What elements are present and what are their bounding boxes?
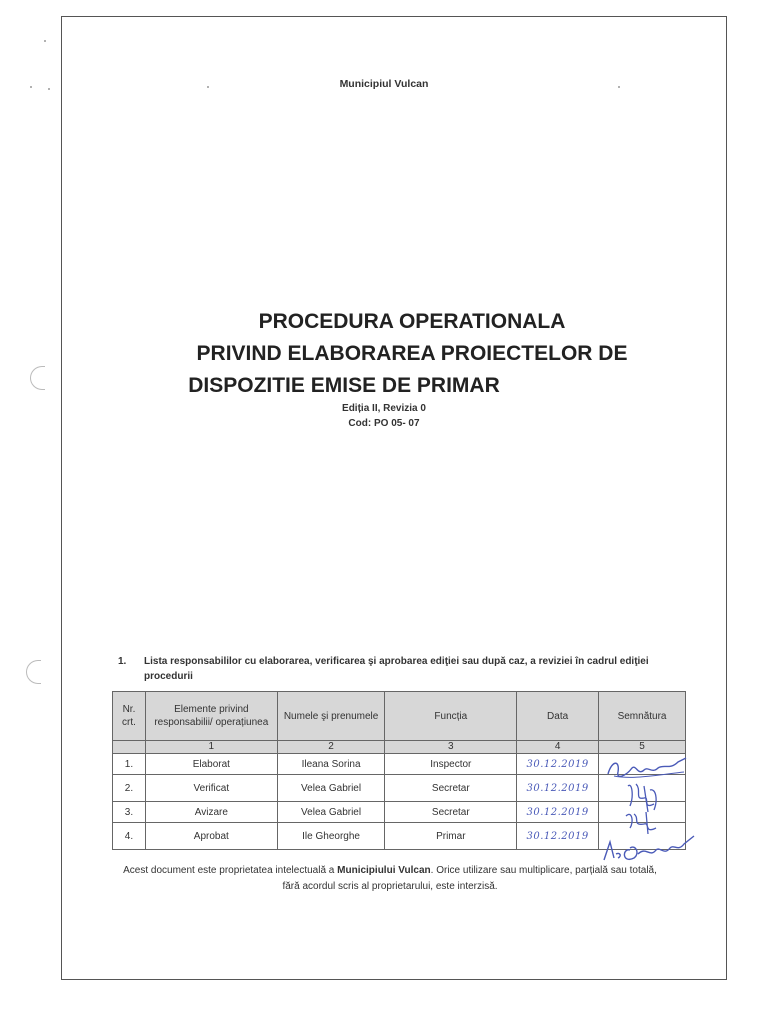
cell-operatie: Aprobat: [145, 823, 277, 850]
cell-functia: Secretar: [385, 802, 517, 823]
title-line-3: DISPOZITIE EMISE DE PRIMAR: [188, 374, 500, 397]
cell-functia: Primar: [385, 823, 517, 850]
procedure-code: Cod: PO 05- 07: [348, 418, 420, 429]
header-data: Data: [517, 692, 599, 741]
column-number-row: [113, 741, 686, 754]
cell-functia: Secretar: [385, 775, 517, 802]
punch-hole-mark: [26, 660, 41, 684]
header-nr: Nr. crt.: [113, 692, 146, 741]
responsibility-table: [112, 691, 686, 850]
header-nume: Numele şi prenumele: [277, 692, 385, 741]
title-line-2: PRIVIND ELABORAREA PROIECTELOR DE: [196, 342, 628, 365]
header-functia: Funcția: [385, 692, 517, 741]
cell-nr: 1.: [113, 754, 146, 775]
copyright-part1: Acest document este proprietatea intelectuală a: [123, 865, 338, 876]
copyright-part2: . Orice utilizare sau multiplicare, parțială sau totală, fără acordul scris al proprietarului, este interzisă.: [282, 865, 657, 892]
cell-data: 30.12.2019: [517, 754, 599, 775]
copyright-owner: Municipiului Vulcan: [337, 865, 431, 876]
cell-data: 30.12.2019: [517, 823, 599, 850]
cell-nume: Ileana Sorina: [277, 754, 385, 775]
cell-nr: 3.: [113, 802, 146, 823]
table-row: [113, 775, 686, 802]
title-line-1: PROCEDURA OPERATIONALA: [258, 310, 566, 333]
cell-nume: Ile Gheorghe: [277, 823, 385, 850]
colnum-blank: [113, 741, 146, 754]
cell-nr: 4.: [113, 823, 146, 850]
section-number: 1.: [118, 656, 127, 667]
colnum: 1: [145, 741, 277, 754]
cell-nr: 2.: [113, 775, 146, 802]
scan-speck: [44, 40, 46, 42]
edition-label: Ediția II, Revizia 0: [342, 403, 426, 414]
copyright-notice: [120, 863, 660, 895]
document-header: Municipiul Vulcan: [339, 78, 429, 90]
cell-operatie: Verificat: [145, 775, 277, 802]
cell-operatie: Avizare: [145, 802, 277, 823]
cell-operatie: Elaborat: [145, 754, 277, 775]
cell-data: 30.12.2019: [517, 802, 599, 823]
cell-functia: Inspector: [385, 754, 517, 775]
signature-elaborat: [604, 754, 694, 782]
section-text: Lista responsabililor cu elaborarea, verificarea şi aprobarea ediţiei sau după caz, a reviziei în cadrul ediţiei procedurii: [144, 656, 649, 682]
table-row: [113, 802, 686, 823]
cell-nume: Velea Gabriel: [277, 775, 385, 802]
header-semnatura: Semnătura: [599, 692, 686, 741]
colnum: 5: [599, 741, 686, 754]
cell-data: 30.12.2019: [517, 775, 599, 802]
section-heading: [118, 654, 698, 684]
table-header-row: [113, 692, 686, 741]
colnum: 3: [385, 741, 517, 754]
table-row: [113, 754, 686, 775]
cell-nume: Velea Gabriel: [277, 802, 385, 823]
header-elemente: Elemente privind responsabilii/ operațiunea: [145, 692, 277, 741]
colnum: 4: [517, 741, 599, 754]
colnum: 2: [277, 741, 385, 754]
